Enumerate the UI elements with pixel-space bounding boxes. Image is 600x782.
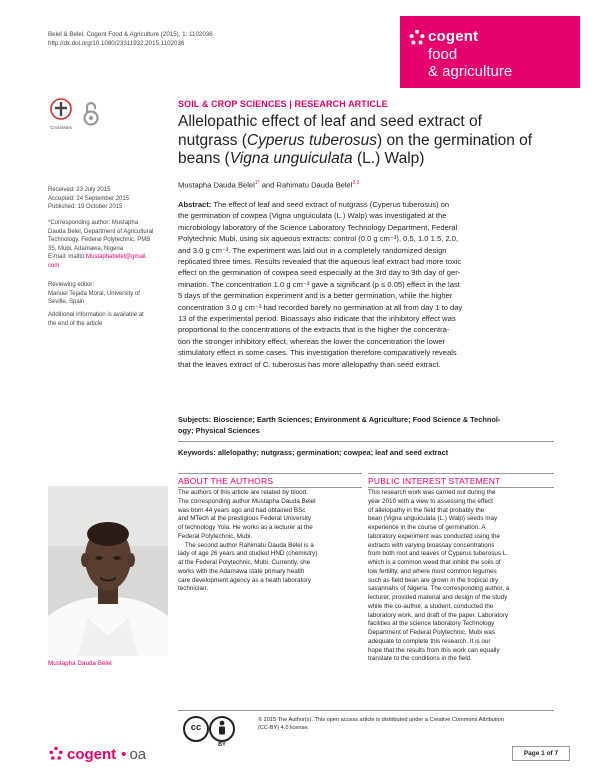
about-top-rule: [178, 473, 362, 474]
cc-by-license-badge[interactable]: [182, 716, 238, 748]
public-line: low fertility, and where most common legumes: [368, 567, 497, 575]
author-2[interactable]: Rahimatu Dauda Belel: [276, 180, 353, 190]
public-interest-heading: PUBLIC INTEREST STATEMENT: [368, 476, 501, 486]
brand-line-2: food: [428, 46, 458, 63]
title-species-2: Vigna unguiculata: [229, 150, 353, 167]
public-line: facilities at the science laboratory Technology: [368, 620, 495, 628]
additional-info-line: the end of the article: [48, 320, 103, 327]
abstract-line: concentration 3.0 g cm⁻³ had recorded barely no germination at all from day 1 to day: [178, 302, 463, 312]
abstract-line: microbiology laboratory of the Science Laboratory Technology Department, Federal: [178, 222, 458, 232]
accepted-date: Accepted: 24 September 2015: [48, 195, 130, 202]
section-label: SOIL & CROP SCIENCES | RESEARCH ARTICLE: [178, 99, 388, 109]
divider: [178, 441, 554, 442]
cogent-oa-arrow-icon: •: [121, 745, 127, 763]
email-line: [48, 253, 166, 262]
about-line: care development agency as a heath laboratory: [178, 576, 312, 584]
abstract-line: Polytechnic Mubi, using six aqueous extracts: control (0.0 g cm⁻³), 0.5, 1.0 1.5, 2.0,: [178, 234, 459, 244]
public-line: from both root and leaves of Cyperus tuberosus L.: [368, 550, 509, 558]
public-line: bean (Vigna unguiculata (L.) Walp) seeds may: [368, 515, 498, 523]
keywords: [178, 447, 554, 458]
about-line: was born 44 years ago and had obtained BSc: [178, 506, 306, 514]
footer-rule: [178, 710, 554, 711]
about-line: works with the Adamawa state primary health: [178, 567, 305, 575]
public-line: such as field bean are grown in the tropical dry: [368, 576, 499, 584]
dates-block: [48, 186, 166, 212]
abstract-line: the germination of cowpea (Vigna unguiculata (L.) Walp) was investigated at the: [178, 211, 447, 221]
abstract-line: stimulatory effect in some cases. This investigation therefore comparatively reveals: [178, 348, 457, 358]
by-label: BY: [218, 742, 226, 748]
public-top-rule: [368, 473, 554, 474]
author-1[interactable]: Mustapha Dauda Belel: [178, 180, 255, 190]
citation-doi[interactable]: http://dx.doi.org/10.1080/23311932.2015.1102036: [48, 40, 185, 47]
title-text-3: (L.) Walp): [352, 150, 425, 167]
title-species-1: Cyperus tuberosus: [246, 131, 378, 149]
keywords-line: Keywords: allelopathy; nutgrass; germination; cowpea; leaf and seed extract: [178, 448, 449, 457]
brand-line-3: & agriculture: [428, 63, 513, 80]
abstract-line: replicated three times. Results revealed that the aqueous leaf extract had more toxic: [178, 257, 462, 267]
citation: [48, 30, 213, 48]
brand-line-1: cogent: [428, 28, 479, 45]
abstract-line: proportional to the concentrations of the extracts that is the higher the concentra-: [178, 325, 450, 335]
title-text-2: ) on the germination of beans (: [178, 131, 533, 167]
about-heading-rule: [178, 487, 362, 488]
license-statement: [258, 716, 558, 732]
abstract: [178, 199, 554, 370]
received-date: Received: 23 July 2015: [48, 187, 111, 193]
abstract-line: 13 of the experimental period. Bioassays also indicate that the inhibitory effect was: [178, 314, 456, 324]
article-title: [178, 113, 538, 169]
published-date: Published: 19 October 2015: [48, 204, 123, 211]
about-line: technician.: [178, 585, 209, 593]
about-line: The second author Rahimatu Dauda Belel is a: [178, 541, 314, 549]
about-line: The authors of this article are related by blood.: [178, 489, 308, 496]
journal-brand: [400, 16, 580, 88]
about-line: lady of age 26 years and studied HND (chemistry): [178, 550, 318, 558]
crossmark-icon: [48, 98, 74, 120]
open-access-icon: [80, 100, 102, 126]
corresponding-line: Dauda Belel, Department of Agricultural: [48, 228, 154, 235]
author-list: [178, 180, 359, 190]
author-join: and: [259, 180, 277, 190]
license-line: (CC-BY) 4.0 license.: [258, 725, 309, 731]
public-line: which is a common weed that inhibit the soils of: [368, 559, 501, 566]
public-line: lecturer, provided material and design of the study: [368, 594, 508, 601]
abstract-line: effect on the germination of cowpea seed especially at the 3rd day to 9th day of ger-: [178, 268, 461, 278]
reviewing-editor-block: [48, 281, 166, 307]
cogent-oa-text: cogent: [67, 745, 117, 763]
page-number: Page 1 of 7: [512, 746, 570, 761]
public-line: laboratory work, and draft of the paper. Laboratory: [368, 611, 509, 619]
email-prefix: E-mail: mailto:: [48, 254, 87, 261]
cogent-logo-icon: [408, 29, 426, 47]
public-line: experience in the course of germination. A: [368, 524, 486, 531]
abstract-line: mination. The concentration 1.0 g cm⁻³ gave a significant (p ≤ 0.05) effect in the last: [178, 279, 460, 289]
photo-caption: Mustapha Dauda Belel: [48, 660, 112, 667]
author-1-affiliation: 1*: [254, 180, 260, 186]
about-line: of technology Yola. He works as a lecturer at the: [178, 524, 313, 531]
abstract-label: Abstract:: [178, 200, 212, 209]
subjects-line: ogy; Physical Sciences: [178, 426, 260, 435]
public-line: while the co-author, a student, conducted the: [368, 602, 494, 610]
corresponding-line: 35, Mubi, Adamawa, Nigeria: [48, 245, 124, 252]
author-photo: [48, 486, 168, 656]
about-line: and MTech at the prestigious Federal University: [178, 515, 311, 523]
public-line: Department of Federal Polytechnic, Mubi was: [368, 629, 496, 636]
public-line: This research work was carried out during the: [368, 489, 496, 496]
reviewing-editor-affiliation: Seville, Spain: [48, 299, 85, 306]
email-link-continued[interactable]: com: [48, 262, 60, 269]
public-line: hope that the results from this work can equally: [368, 646, 500, 654]
email-link[interactable]: Mustaphabelel@gmail.: [86, 254, 148, 261]
abstract-line: and 3.0 g cm⁻³. The experiment was laid out in a completely randomized design: [178, 245, 447, 255]
cogent-oa-logo: [48, 743, 146, 765]
public-line: extracts with varying bioassay concentrations: [368, 541, 495, 549]
public-line: translate to the conditions in the field.: [368, 655, 472, 663]
public-line: savannahs of Nigeria. The corresponding author, a: [368, 585, 510, 593]
public-line: of allelopathy in the field that probably the: [368, 506, 485, 514]
reviewing-label: Reviewing editor:: [48, 282, 95, 288]
about-line: The corresponding author Mustapha Dauda Belel: [178, 497, 316, 505]
abstract-line: tion the stronger inhibitory effect, whereas the lower the concentration the lower: [178, 336, 446, 346]
public-line: adequate to complete this research. It is our: [368, 637, 491, 645]
corresponding-line: *Corresponding author: Mustapha: [48, 220, 139, 226]
abstract-line: that the leaves extract of C. tuberosus has more allelopathy than seed extract.: [178, 359, 441, 369]
about-heading: ABOUT THE AUTHORS: [178, 476, 274, 486]
subjects-line: Subjects: Bioscience; Earth Sciences; Environment & Agriculture; Food Science & Technol-: [178, 415, 501, 424]
corresponding-author-block: [48, 219, 166, 271]
about-line: at the Federal Polytechnic, Mubi. Currently, she: [178, 559, 311, 566]
title-text-1: Allelopathic effect of leaf and seed extract of nutgrass (: [178, 113, 482, 149]
public-line: year 2010 with a view to assessing the effect: [368, 497, 493, 505]
author-2-affiliation: 2,3: [352, 180, 360, 186]
public-line: laboratory experiment was conducted using the: [368, 532, 500, 540]
about-text: [178, 489, 364, 594]
abstract-line: Abstract: The effect of leaf and seed extract of nutgrass (Cyperus tuberosus) on: [178, 200, 450, 209]
crossmark-label: CrossMark: [50, 125, 72, 130]
cogent-oa-suffix: oa: [129, 745, 147, 763]
public-heading-rule: [368, 487, 554, 488]
reviewing-editor: Manuel Tejada Moral, University of: [48, 290, 140, 297]
subjects: [178, 414, 554, 436]
license-line: © 2015 The Author(s). This open access article is distributed under a Creative Commons Attribution: [258, 717, 504, 723]
additional-info-line: Additional information is available at: [48, 312, 144, 318]
citation-journal: Belel & Belel, Cogent Food & Agriculture (2015), 1: 1102036: [48, 31, 213, 38]
cc-label: cc: [190, 722, 202, 733]
abstract-line: 5 days of the germination experiment and is a better germination, while the higher: [178, 291, 453, 301]
about-line: Federal Polytechnic, Mubi.: [178, 532, 253, 540]
corresponding-line: Technology, Federal Polytechnic, PMB: [48, 237, 151, 244]
cogent-oa-icon: [48, 746, 64, 762]
additional-info: [48, 311, 166, 328]
crossmark-badge[interactable]: [48, 98, 74, 128]
public-interest-text: [368, 489, 558, 664]
